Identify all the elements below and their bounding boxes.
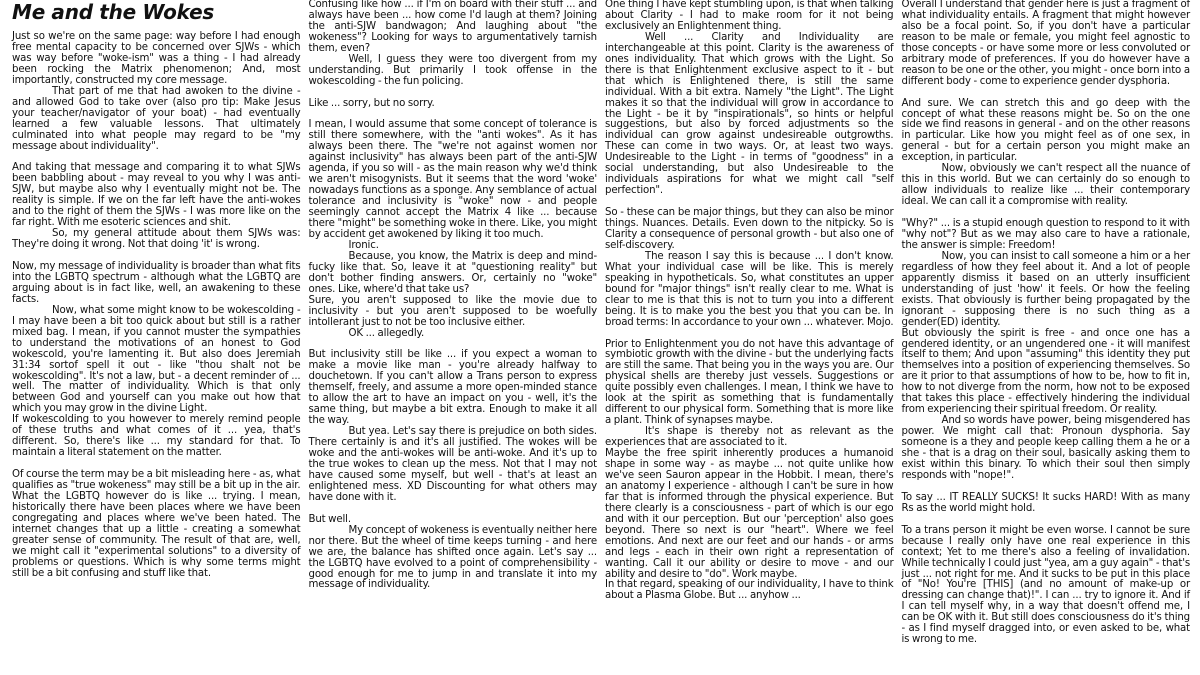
paragraph: Now, obviously we can't respect all the nuance of this in this world. But we can certainly do so enough to allow individuals to realize like ... their contemporary ideal. We can call it a compromise with reality. <box>901 163 1193 208</box>
paragraph: Well, I guess they were too divergent from my understanding. But primarily I took offense in the wokescolding - the fun policing. <box>308 53 600 87</box>
paragraph: Now, what some might know to be wokescolding - I may have been a bit too quick about but still is a rather mixed bag. I mean, if you cannot muster the sympathies to understand the motivations of an honest to God wokescold, you're lamenting it. But also does Jeremiah 31:34 sortof spell it out - like "thou shalt not be wokescolding". It's not a law, but - a decent reminder of ... well. The matter of individuality. Which is that only between God and yourself can you make out how that which you may grow in the divine Light. <box>12 304 304 415</box>
paragraph: But obviously the spirit is free - and once one has a gendered identity, or an ungendered one - it will manifest itself to them; And upon "assuming" this identity they put themselves into a position of experiencing themselves. So are it prior to that assumptions of how to be, how to fit in, how to not diverge from the norm, how not to be exposed that takes this place - effectively hindering the individual from experiencing their spiritual freedom. Or reality. <box>901 327 1193 416</box>
paragraph: OK ... allegedly. <box>348 327 425 339</box>
paragraph: And sure. We can stretch this and go deep with the concept of what these reasons might be. So on the one side we find reasons in general - and on the other reasons in particular. Like how you might feel as of one sex, in general - but for a certain person you might make an exception, in particular. <box>901 97 1193 164</box>
paragraph: And so words have power, being misgendered has power. We might call that: Pronoun dysphoria. Say someone is a they and people keep calling them a he or a she - that is a drag on their soul, basically asking them to exist within this binary. To which their soul then simply responds with "nope!". <box>901 415 1193 481</box>
column-4 <box>902 0 1191 675</box>
paragraph: So, my general attitude about them SJWs was: They're doing it wrong. Not that doing 'it' is wrong. <box>12 228 304 251</box>
column-3 <box>605 0 897 675</box>
column-1 <box>12 0 304 675</box>
paragraph: And taking that message and comparing it to what SJWs been babbling about - may reveal to you why I was anti-SJW, but maybe also why I eventually might not be. The reality is simple. If we on the far left have the anti-wokes and to the right of them the SJWs - I was more like on the far right. With me esoteric sciences and shit. <box>12 162 304 229</box>
paragraph: I mean, I would assume that some concept of tolerance is still there somewhere, with the "anti wokes". As it has always been there. The "we're not against women nor against inclusivity" has always been part of the anti-SJW agenda, if you so will - as the main reason why we'd think we aren't misogynists. But it seems that the word 'woke' nowadays functions as a sponge. Any semblance of actual tolerance and inclusivity is "woke" now - and people seemingly cannot accept the Matrix 4 like ... because there "might" be something woke in there. Like, you might by accident get awokened by liking it too much. <box>308 119 600 240</box>
paragraph: Prior to Enlightenment you do not have this advantage of symbiotic growth with the divine - but the underlying facts are still the same. That being you in the ways you are. Our physical shells are thereby just vessels. Suggestions or quite possibly even challenges. I mean, I think we have to look at the spirit as something that is fundamentally different to our physical form. Something that is more like a plant. Think of synapses maybe. <box>605 338 897 427</box>
paragraph: The reason I say this is because ... I don't know. What your individual case will be like. This is merely speaking in hypotheticals. So, what constitutes an upper bound for "major things" isn't really clear to me. What is clear to me is that this is not to turn you into a different being. It is to make you the best you that you can be. In broad terms: In accordance to your own ... whatever. Mojo. <box>605 250 897 328</box>
paragraph: But yea. Let's say there is prejudice on both sides. There certainly is and it's all justified. The wokes will be woke and the anti-wokes will be anti-woke. And it's up to the true wokes to clean up the mess. Not that I may not have caused some myself, but well - that's at least an enlightened mess. XD Discounting for what others may have done with it. <box>308 426 600 503</box>
paragraph: Now, you can insist to call someone a him or a her regardless of how they feel about it. And a lot of people apparently dismiss it based on an utterly insufficient understanding of just 'how' it feels. Or how the feeling exists. That obviously is further being propagated by the ignorant - supposing there is no such thing as a gender(ED) identity. <box>901 250 1193 328</box>
paragraph: Because, you know, the Matrix is deep and mind-fucky like that. So, leave it at "questioning reality" but don't bother finding answers. Or, certainly no "woke" ones. Like, where'd that take us? <box>308 250 600 295</box>
paragraph: Of course the term may be a bit misleading here - as, what qualifies as "true wokeness" may still be a bit up in the air. What the LGBTQ however do is like ... trying. I mean, historically there have been places where we have been congregating and places where we've been hated. The internet changes that up a little - creating a somewhat greater sense of community. The result of that are, well, we might call it "experimental solutions" to a diversity of problems or questions. Which is why some terms might still be a bit confusing and stuff like that. <box>12 469 304 579</box>
paragraph: Just so we're on the same page: way before I had enough free mental capacity to be concerned over SJWs - which was way before "woke-ism" was a thing - I had already been rocking the Matrix phenomenon; And, most importantly, constructed my core message. <box>12 31 304 86</box>
paragraph: That part of me that had awoken to the divine - and allowed God to take over (also pro tip: Make Jesus your teacher/navigator of your boat) - had eventually learned a few valuable lessons. That ultimately culminated into what people may regard to be "my message about individuality". <box>12 85 304 152</box>
paragraph: Ironic. <box>348 239 379 251</box>
paragraph: Overall I understand that gender here is just a fragment of what individuality entails. A fragment that might however also be a focal point. So, if you don't have a particular reason to be male or female, you might feel agnostic to those concepts - or have some more or less convoluted or arbitrary mode of preferences. If you do however have a reason to be one or the other, you might - once born into a different body - come to experience gender dysphoria. <box>901 0 1193 87</box>
paragraph: Like ... sorry, but no sorry. <box>308 97 435 109</box>
page-title: Me and the Wokes <box>12 0 215 24</box>
paragraph: My concept of wokeness is eventually neither here nor there. But the wheel of time keeps turning - and here we are, the balance has shifted once again. Let's say ... the LGBTQ have evolved to a point of comprehensibility - good enough for me to jump in and translate it into my message of individuality. <box>308 524 600 591</box>
paragraph: Sure, you aren't supposed to like the movie due to inclusivity - but you aren't supposed to be woefully intollerant just to not be too inclusive either. <box>308 294 600 328</box>
paragraph: But well. <box>308 513 351 525</box>
paragraph: "Why?" ... is a stupid enough question to respond to it with "why not"? But as we may also care to have a rationale, the answer is simple: Freedom! <box>901 218 1193 251</box>
paragraph: Now, my message of individuality is broader than what fits into the LGBTQ spectrum - although what the LGBTQ are arguing about is in fact like, well, an awakening to these facts. <box>12 260 304 305</box>
paragraph: Confusing like how ... if I'm on board with their stuff ... and always have been ... how come I'd laugh at them? Joining the anti-SJW bandwagon; And laughing about "the wokeness"? Looking for ways to argumentatively tarnish them, even? <box>308 0 600 54</box>
column-2 <box>309 0 598 675</box>
paragraph: It's shape is thereby not as relevant as the experiences that are associated to it. <box>605 426 897 449</box>
paragraph: To say ... IT REALLY SUCKS! It sucks HARD! With as many Rs as the world might hold. <box>901 491 1193 514</box>
paragraph: Well ... Clarity and Individuality are interchangeable at this point. Clarity is the awareness of ones individuality. That which grows with the Light. So there is that Enlightenment exclusive aspect to it - but that which is Enlightened there, is still the same individual. With a bit extra. Namely "the Light". The Light makes it so that the individual will grow in accordance to the Light - be it by "inspirationals", so hints or helpful suggestions, but also by forced adjustments so the individual can grow against undesireable outgrowths. These can come in two ways. Or, at least two ways. Undesireable to the Light - in terms of "goodness" in a social understanding, but also Undesireable to the individuals aspirations for what we might call "self perfection". <box>605 31 897 197</box>
paragraph: In that regard, speaking of our individuality, I have to think about a Plasma Globe. But ... anyhow ... <box>605 579 897 602</box>
paragraph: So - these can be major things, but they can also be minor things. Nuances. Details. Even down to the nitpicky. So is Clarity a consequence of personal growth - but also one of self-discovery. <box>605 207 897 251</box>
paragraph: If wokescolding to you however to merely remind people of these truths and what comes of it ... yea, that's different. So, there's like ... my standard for that. To maintain a literal statement on the matter. <box>12 414 304 459</box>
paragraph: To a trans person it might be even worse. I cannot be sure because I really only have one real experience in this context; Yet to me there's also a feeling of invalidation. While technically I could just "yea, am a guy again" - that's just ... not right for me. And it sucks to be put in this place of "No! You're [THIS] (and no amount of make-up or dressing can change that)!". I can ... try to ignore it. And if I can tell myself why, in a way that doesn't offend me, I can be OK with it. But still does consciousness do it's thing - as I find myself dragged into, or even asked to be, what is wrong to me. <box>901 524 1193 646</box>
paragraph: Maybe the free spirit inherently produces a humanoid shape in some way - as maybe ... not quite unlike how we've seen Sauron appear in the Hobbit. I mean, there's an anatomy I experience - although I can't be sure in how far that is informed through the physical experience. But there clearly is a consciousness - part of which is our ego and with it our perception. But our 'perception' also goes beyond. There so next is our "heart". Where we feel emotions. And next are our feet and our hands - or arms and legs - each in their own right a representation of wanting. Call it our ability or desire to move - and our ability and desire to "do". Work maybe. <box>605 448 897 580</box>
paragraph: One thing I have kept stumbling upon, is that when talking about Clarity - I had to make room for it not being exclusively an Enlightenment thing. <box>605 0 897 32</box>
paragraph: But inclusivity still be like ... if you expect a woman to make a movie like man - you're already halfway to douchetown. If you can't allow a Trans person to express themself, freely, and assume a more open-minded stance to allow the art to have an impact on you - well, it's the same thing, but maybe a bit extra. Enough to make it all the way. <box>308 349 600 427</box>
